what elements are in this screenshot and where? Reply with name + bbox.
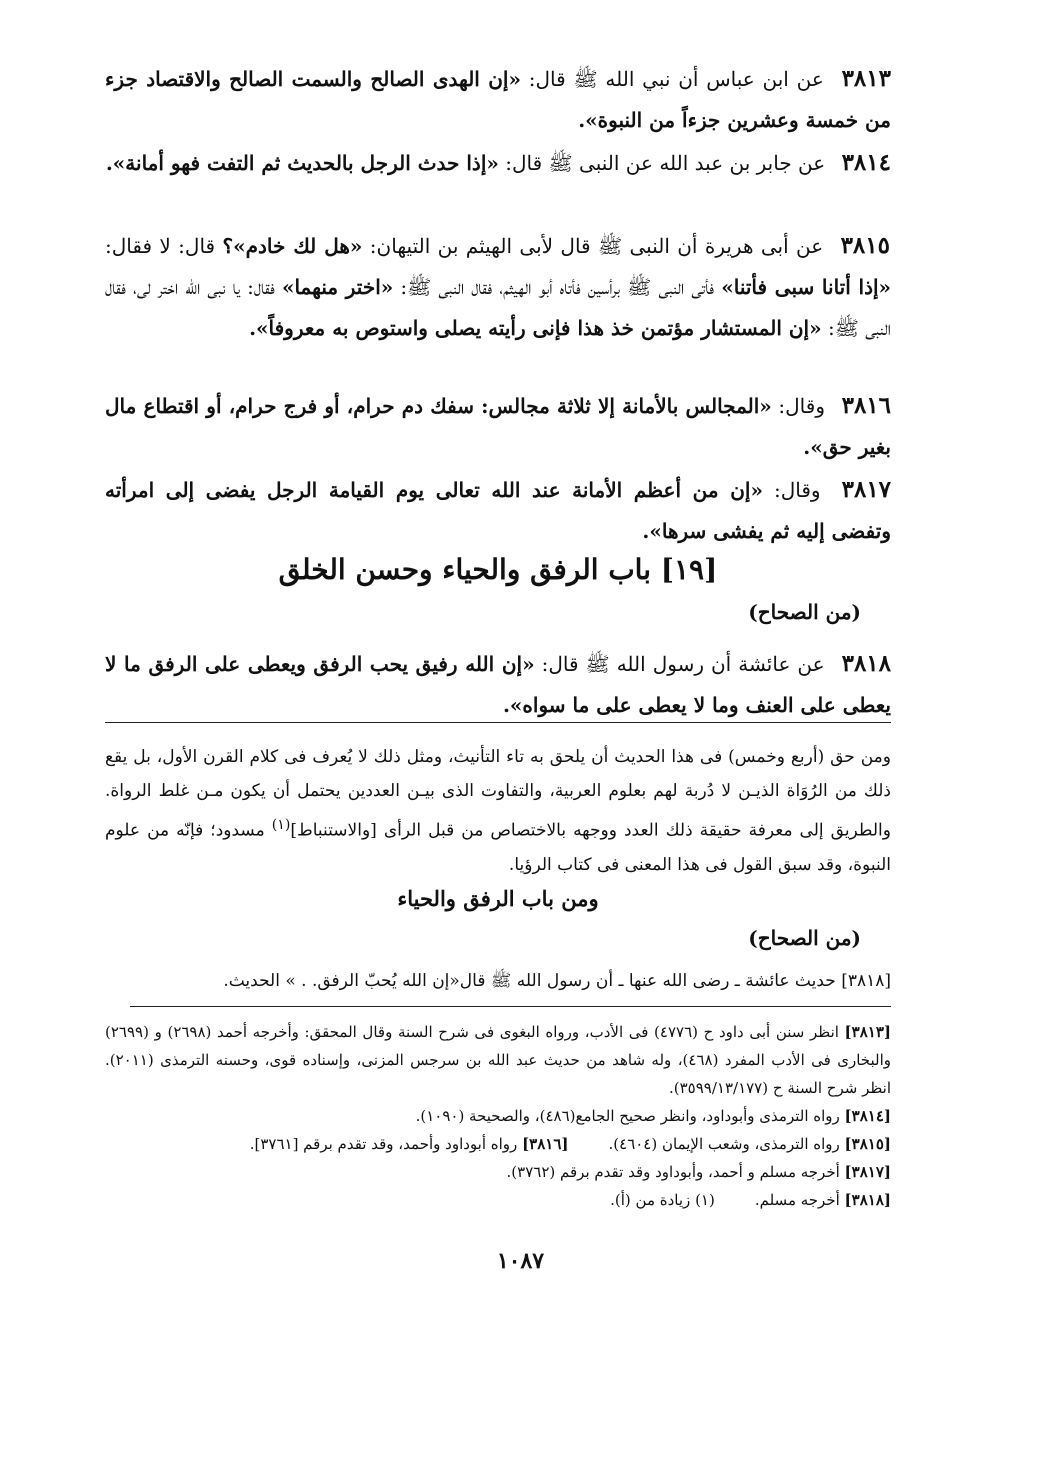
hadith-intro: وقال:	[773, 478, 821, 502]
footnote-text: رواه الترمذى وأبوداود، وانظر صحيح الجامع(٤٨٦)، والصحيحة (١٠٩٠).	[415, 1107, 845, 1125]
hadith-intro: عن عائشة أن رسول الله ﷺ قال:	[541, 652, 825, 676]
footnote	[105, 1186, 891, 1214]
hadith-number: ٣٨١٤	[841, 149, 891, 176]
hadith-text: «المجالس بالأمانة إلا ثلاثة مجالس: سفك دم حرام، أو فرج حرام، أو اقتطاع مال بغير حق».	[105, 394, 891, 459]
footnote-ref: [٣٨١٨]	[844, 1191, 891, 1209]
footnote	[105, 1158, 891, 1186]
footnote-ref: [٣٨١٥]	[844, 1135, 891, 1153]
hadith-3813	[105, 58, 891, 141]
footnote-ref: [٣٨١٦]	[522, 1135, 569, 1153]
footnote-text: رواه أبوداود وأحمد، وقد تقدم برقم [٣٧٦١].	[249, 1135, 523, 1153]
hadith-number: ٣٨١٣	[841, 65, 891, 92]
footnote	[105, 1102, 891, 1130]
hadith-number: ٣٨١٨	[841, 650, 892, 677]
footnote-marker: (١)	[271, 817, 291, 833]
footnote-ref: [٣٨١٣]	[844, 1023, 891, 1041]
hadith-segment: «إذا أتانا سبى فأتنا»	[721, 275, 892, 299]
hadith-reference-line: [٣٨١٨] حديث عائشة ـ رضى الله عنها ـ أن رسول الله ﷺ قال«إن الله يُحبّ الرفق. . » الحديث.	[223, 971, 891, 991]
page-number: ١٠٨٧	[496, 1248, 545, 1274]
hadith-3817	[105, 469, 891, 552]
footnotes	[105, 1018, 891, 1214]
footnote-text: رواه الترمذى، وشعب الإيمان (٤٦٠٤).	[608, 1135, 845, 1153]
hadith-segment: «اختر منهما»	[281, 275, 394, 299]
hadith-intro: وقال:	[778, 394, 825, 418]
subhead-sahah-2: (من الصحاح)	[748, 926, 861, 950]
hadith-3815	[105, 225, 891, 349]
hadith-segment: «إن المستشار مؤتمن خذ هذا فإنى رأيته يصلى واستوص به معروفاً».	[249, 316, 822, 340]
footnote-divider	[130, 1006, 891, 1007]
hadith-intro: عن ابن عباس أن نبي الله ﷺ قال:	[528, 67, 824, 91]
hadith-text: «إن الله رفيق يحب الرفق ويعطى على الرفق ما لا يعطى على العنف وما لا يعطى على ما سواه».	[105, 652, 891, 717]
footnote-text: انظر سنن أبى داود ح (٤٧٧٦) فى الأدب، ورواه البغوى فى شرح السنة وقال المحقق: وأخرجه أحمد (٢٦٩٨) و (٢٦٩٩) والبخارى فى الأدب المفرد (٤٦٨)، وله شاهد من حديث عبد الله بن سرجس المزنى، وإسناده قوى، وحسنه الترمذى (٢٠١١). انظر شرح السنة ح (٣٥٩٩/١٣/١٧٧).	[105, 1023, 891, 1097]
hadith-3818	[105, 643, 891, 726]
footnote-text: أخرجه مسلم و أحمد، وأبوداود وقد تقدم برقم (٣٧٦٢).	[506, 1163, 845, 1181]
footnote-text: زيادة من (أ).	[610, 1191, 696, 1209]
hadith-intro: عن جابر بن عبد الله عن النبى ﷺ قال:	[505, 151, 826, 175]
footnote-text: أخرجه مسلم.	[754, 1191, 845, 1209]
commentary-text-end: مسدود؛ فإنّه من علوم النبوة، وقد سبق القول فى هذا المعنى فى كتاب الرؤيا.	[105, 820, 891, 875]
hadith-number: ٣٨١٥	[840, 232, 890, 259]
hadith-segment: عن أبى هريرة أن النبى ﷺ قال لأبى الهيثم بن التيهان:	[362, 234, 824, 258]
hadith-text: «إن الهدى الصالح والسمت الصالح والاقتصاد جزء من خمسة وعشرين جزءاً من النبوة».	[105, 67, 891, 132]
footnote	[105, 1018, 891, 1102]
hadith-segment: قال: لا فقال:	[105, 234, 216, 258]
commentary-text: ومن حق (أربع وخمس) فى هذا الحديث أن يلحق به تاء التأنيث، ومثل ذلك لا يُعرف فى كلام القرن الأول، بل يقع ذلك من الرُوَاة الذيـن لا دُربة لهم بعلوم العربية، والتفاوت الذى بيـن العددين يحتمل أن يكون مـن غلط الرواة. والطريق إلى معرفة حقيقة ذلك العدد ووجهه بالاختصاص من قبل الرأى [والاستنباط]	[105, 747, 891, 841]
hadith-3814	[105, 142, 891, 184]
subhead-sahah: (من الصحاح)	[748, 600, 861, 624]
hadith-number: ٣٨١٧	[841, 476, 892, 503]
sub-section-title: ومن باب الرفق والحياء	[397, 886, 599, 911]
hadith-3816	[105, 385, 891, 468]
hadith-number: ٣٨١٦	[841, 392, 892, 419]
divider-line	[105, 722, 891, 723]
commentary-paragraph	[105, 740, 891, 882]
section-title: [١٩] باب الرفق والحياء وحسن الخلق	[278, 553, 718, 586]
hadith-segment: «هل لك خادم»؟	[222, 234, 363, 258]
hadith-text: «إن من أعظم الأمانة عند الله تعالى يوم القيامة الرجل يفضى إلى امرأته وتفضى إليه ثم يفشى سرها».	[105, 478, 891, 543]
hadith-segment: فقال: يا نبى الله اختر لى، فقال النبى ﷺ:	[105, 275, 891, 340]
footnote	[105, 1130, 891, 1158]
hadith-text: «إذا حدث الرجل بالحديث ثم التفت فهو أمانة».	[105, 151, 499, 175]
footnote-ref: [٣٨١٧]	[844, 1163, 891, 1181]
footnote-ref: [٣٨١٤]	[844, 1107, 891, 1125]
footnote-ref: (١)	[695, 1191, 715, 1209]
hadith-segment: فأتى النبى ﷺ برأسين فأتاه أبو الهيثم، فقال النبى ﷺ:	[393, 275, 715, 299]
